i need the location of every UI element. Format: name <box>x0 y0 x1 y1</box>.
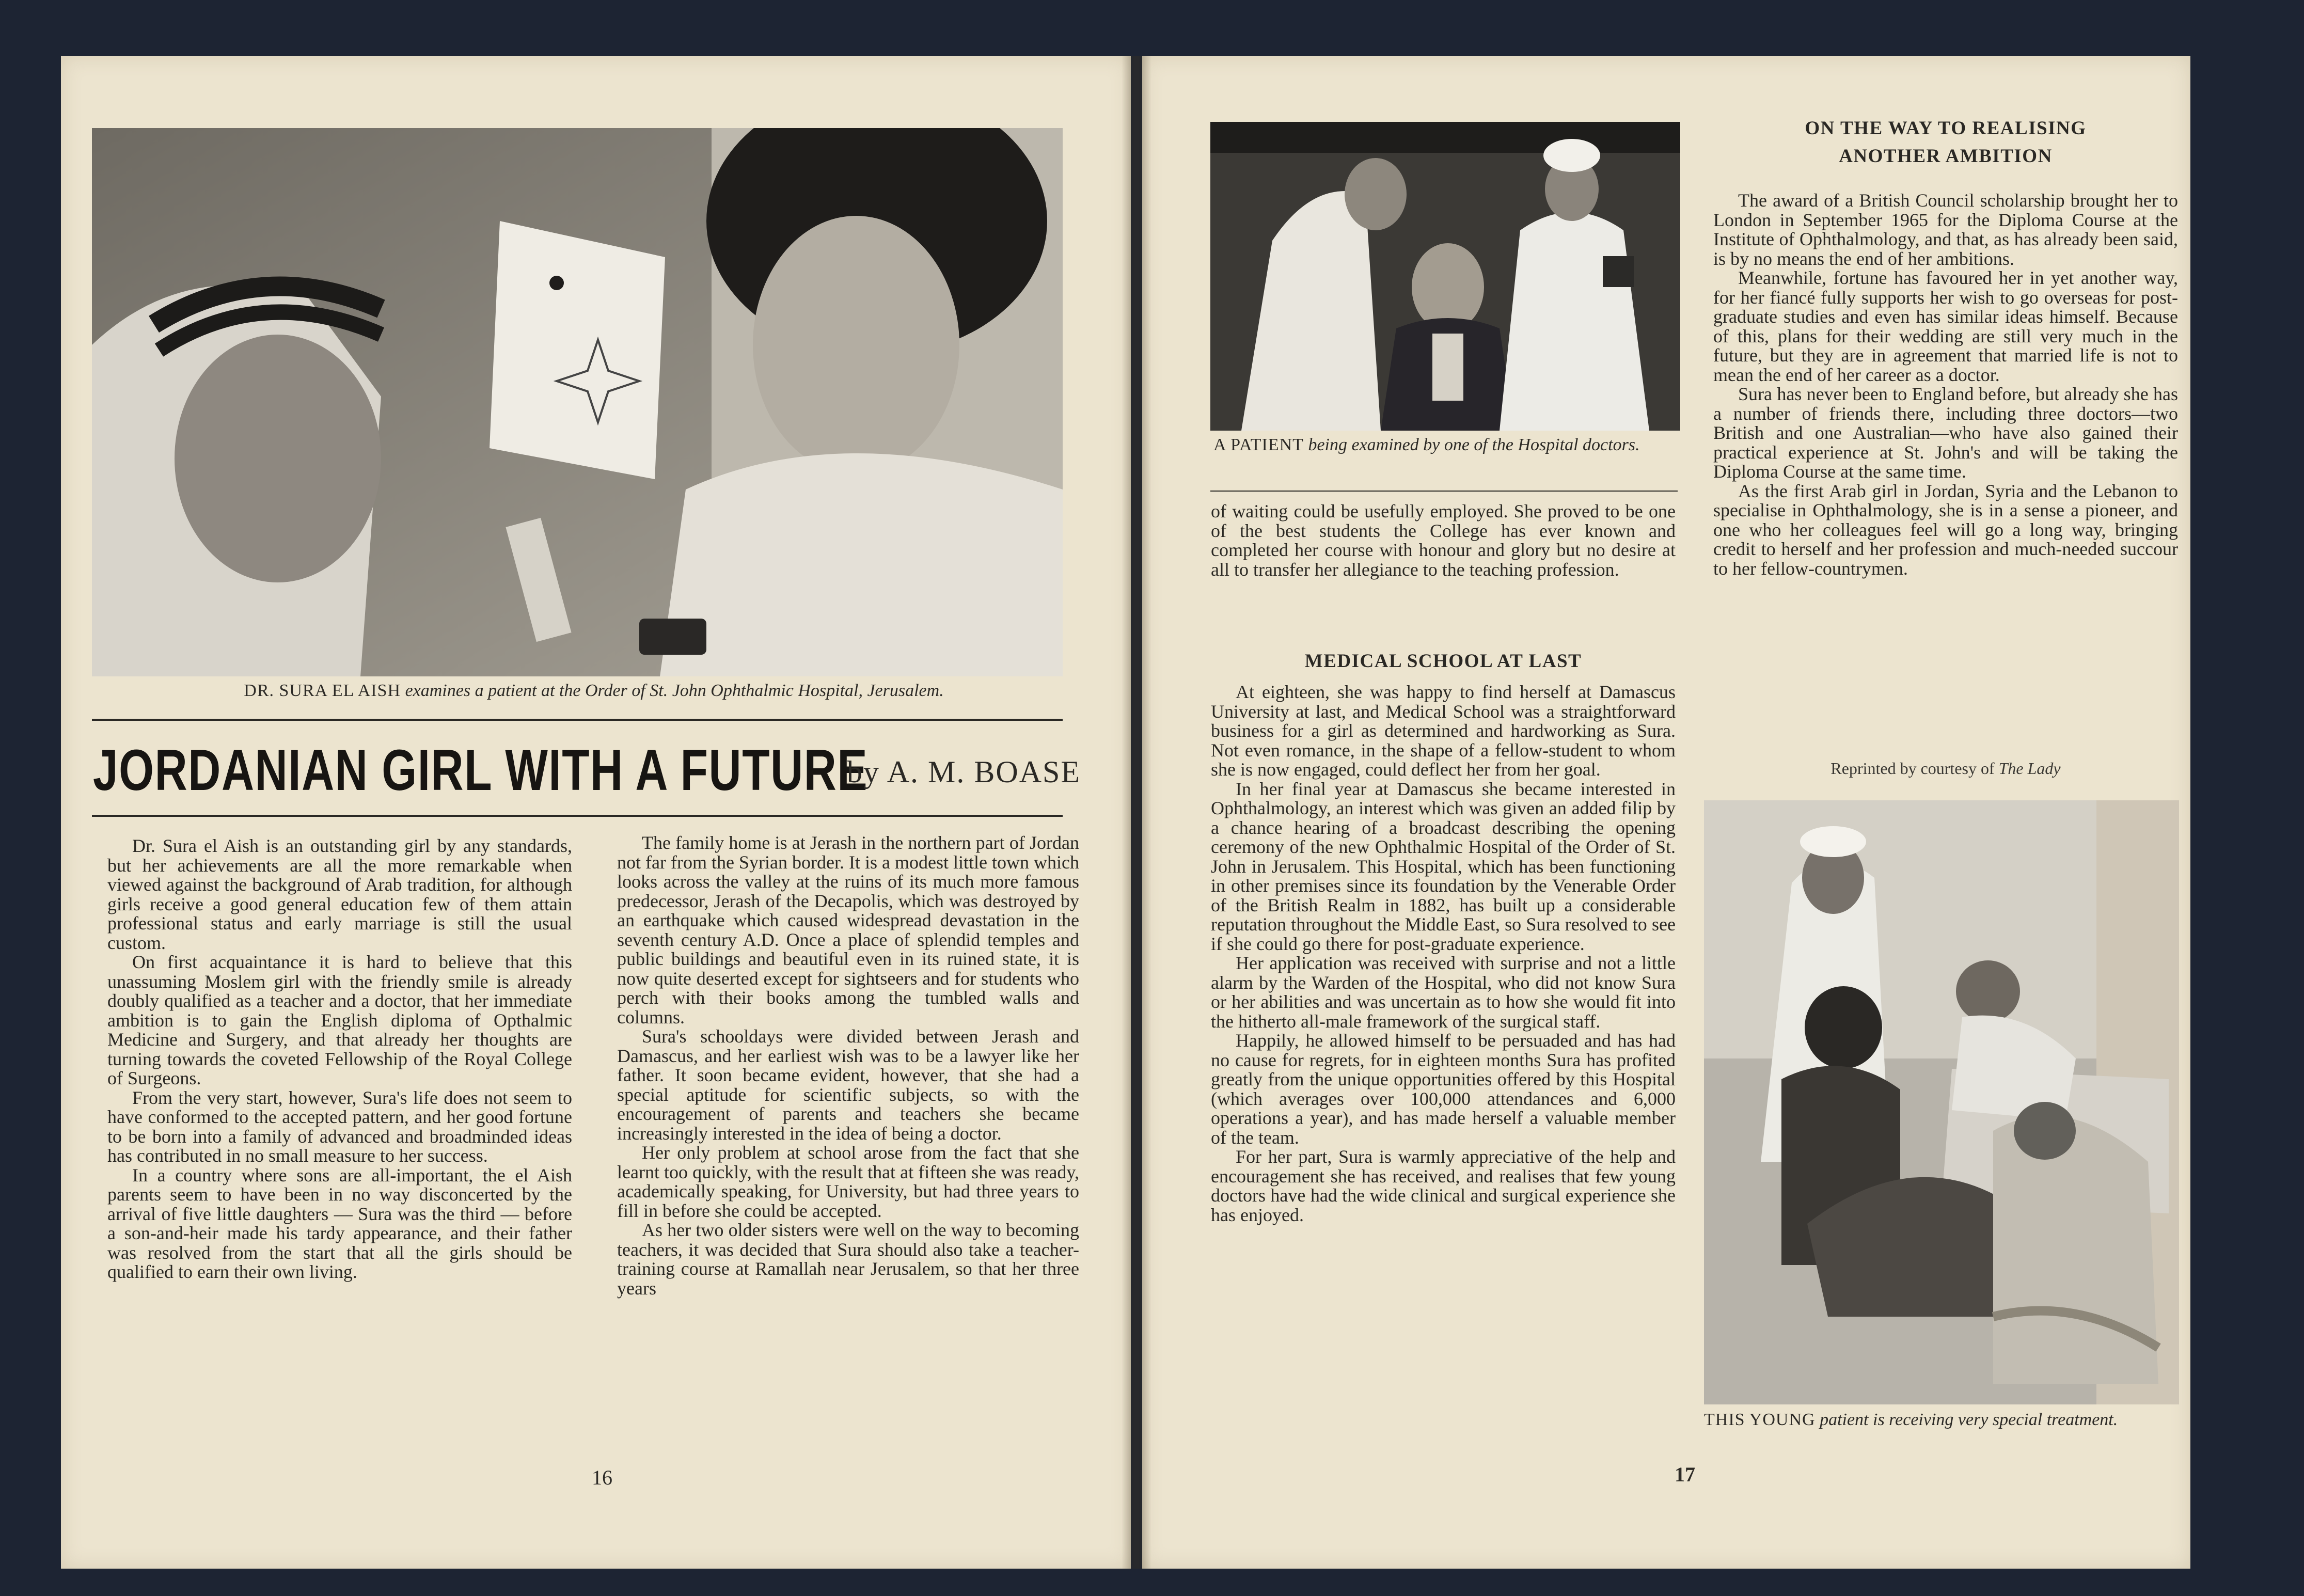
caption-lead: A PATIENT <box>1213 435 1304 454</box>
top-photo-doctor-exam <box>92 128 1063 676</box>
heading-another-ambition <box>1713 115 2178 170</box>
paragraph: Sura's schooldays were divided between Jerash and Damascus, and her earliest wish was to be a lawyer like her father. It soon became evident, however, that she had a special aptitude for scientific subjects, so with the encouragement of parents and teachers she became increasingly interested in the idea of being a doctor. <box>617 1026 1079 1144</box>
patient-photo <box>1210 122 1680 431</box>
paragraph: Sura has never been to England before, but already she has a number of friends there, including three doctors—two British and one Australian—who have also gained their practical experience at St. John's and will be taking the Diploma Course at the same time. <box>1713 384 2178 482</box>
child-patient-photo <box>1704 800 2179 1404</box>
right-page-number: 17 <box>1675 1463 1695 1486</box>
left-page-number: 16 <box>592 1466 612 1489</box>
paragraph: Her application was received with surprise and not a little alarm by the Warden of the Hospital, who did not know Sura or her abilities and was uncertain as to how she would fit into the hitherto all-male framework of the surgical staff. <box>1211 953 1676 1032</box>
caption-rest: being examined by one of the Hospital doctors. <box>1308 435 1640 454</box>
paragraph: Dr. Sura el Aish is an outstanding girl by any standards, but her achievements are all the more remarkable when viewed against the background of Arab tradition, for although girls receive a good general education few of them attain professional status and early marriage is still the usual custom. <box>107 835 572 953</box>
column-2 <box>617 833 1079 1298</box>
paragraph: In a country where sons are all-important, the el Aish parents seem to have been in no way disconcerted by the arrival of five little daughters — Sura was the third — before a son-and-heir made his tardy appearance, and their father was resolved from the start that all the girls should be qualified to earn their own living. <box>107 1164 572 1282</box>
top-photo-caption <box>155 681 1033 701</box>
paragraph: For her part, Sura is warmly appreciative of the help and encouragement she has received, and realises that few young doctors have had the wide clinical and surgical experience she has enjoyed. <box>1211 1146 1676 1225</box>
paragraph: In her final year at Damascus she became interested in Ophthalmology, an interest which was given an added filip by a chance hearing of a broadcast describing the opening ceremony of the new Ophthalmic Hospital of the Order of St. John in Jerusalem. This Hospital, which has been functioning in other premises since its foundation by the Venerable Order of the British Realm in 1882, has built up a considerable reputation throughout the Middle East, so Sura resolved to see if she could go there for post-graduate experience. <box>1211 778 1676 954</box>
paragraph: Happily, he allowed himself to be persuaded and has had no cause for regrets, for in eighteen months Sura has profited greatly from the unique opportunities offered by this Hospital (which averages over 100,000 attendances and 6,000 operations a year), and has made herself a valuable member of the team. <box>1211 1030 1676 1148</box>
caption-rest: patient is receiving very special treatment. <box>1820 1410 2118 1429</box>
paragraph: Meanwhile, fortune has favoured her in yet another way, for her fiancé fully supports her wish to go overseas for post-graduate studies and even has similar ideas himself. Because of this, plans for their wedding are still very much in the future, but they are in agreement that married life is not to mean the end of her career as a doctor. <box>1713 267 2178 385</box>
headline-bottom-rule <box>92 815 1063 817</box>
credit-source: The Lady <box>1998 759 2061 778</box>
paragraph: As the first Arab girl in Jordan, Syria and the Lebanon to specialise in Ophthalmology, she is in a sense a pioneer, and one who her colleagues feel will go a long way, bringing credit to herself and her profession and much-needed succour to her fellow-countrymen. <box>1713 480 2178 579</box>
column-3-continued <box>1211 683 1676 1225</box>
paragraph: The award of a British Council scholarship brought her to London in September 1965 for the Diploma Course at the Institute of Ophthalmology, and that, as has already been said, is by no means the end of her ambitions. <box>1713 190 2178 269</box>
column-4 <box>1713 191 2178 578</box>
article-title: JORDANIAN GIRL WITH A FUTURE <box>93 738 869 802</box>
column-3 <box>1211 502 1676 579</box>
paragraph: From the very start, however, Sura's life does not seem to have conformed to the accepted pattern, and her good fortune to be born into a family of advanced and broadminded ideas has contributed in no small measure to her success. <box>107 1087 572 1166</box>
heading-line-1: ON THE WAY TO REALISING <box>1805 118 2087 139</box>
credit-lead: Reprinted by courtesy of <box>1830 759 1995 778</box>
patient-photo-caption <box>1213 435 1678 455</box>
caption-rest: examines a patient at the Order of St. John Ophthalmic Hospital, Jerusalem. <box>405 681 944 700</box>
paragraph: of waiting could be usefully employed. She proved to be one of the best students the College has ever known and completed her course with honour and glory but no desire at all to transfer her allegiance to the teaching profession. <box>1211 501 1676 580</box>
caption-lead: DR. SURA EL AISH <box>244 681 401 700</box>
paragraph: On first acquaintance it is hard to believe that this unassuming Moslem girl with the friendly smile is already doubly qualified as a teacher and a doctor, that her immediate ambition is to gain the English diploma of Opthalmic Medicine and Surgery, and that already her thoughts are turning towards the coveted Fellowship of the Royal College of Surgeons. <box>107 952 572 1088</box>
paragraph: The family home is at Jerash in the northern part of Jordan not far from the Syrian border. It is a modest little town which looks across the valley at the ruins of its much more famous predecessor, Jerash of the Decapolis, which was destroyed by an earthquake which caused widespread devastation in the seventh century A.D. Once a place of splendid temples and public buildings and beautiful even in its ruined state, it is now quite deserted except for sightseers and for students who perch with their books among the tumbled walls and columns. <box>617 832 1079 1028</box>
child-photo-caption <box>1704 1410 2169 1430</box>
caption-lead: THIS YOUNG <box>1704 1410 1816 1429</box>
heading-medical-school: MEDICAL SCHOOL AT LAST <box>1304 651 1582 672</box>
paragraph: As her two older sisters were well on the way to becoming teachers, it was decided that Sura should also take a teacher-training course at Ramallah near Jerusalem, so that her three years <box>617 1220 1079 1299</box>
patient-caption-rule <box>1210 491 1678 492</box>
paragraph: At eighteen, she was happy to find herself at Damascus University at last, and Medical School was a straightforward business for a girl as determined and hardworking as Sura. Not even romance, in the shape of a fellow-student to whom she is now engaged, could deflect her from her goal. <box>1211 682 1676 780</box>
spine-gutter <box>1122 56 1151 1569</box>
heading-line-2: ANOTHER AMBITION <box>1839 146 2053 167</box>
article-byline: by A. M. BOASE <box>847 755 1081 789</box>
column-1 <box>107 836 572 1282</box>
paragraph: Her only problem at school arose from the fact that she learnt too quickly, with the result that at fifteen she was ready, academically speaking, for University, but had three years to fill in before she could be accepted. <box>617 1142 1079 1221</box>
reprint-credit <box>1713 759 2178 778</box>
headline-top-rule <box>92 719 1063 721</box>
